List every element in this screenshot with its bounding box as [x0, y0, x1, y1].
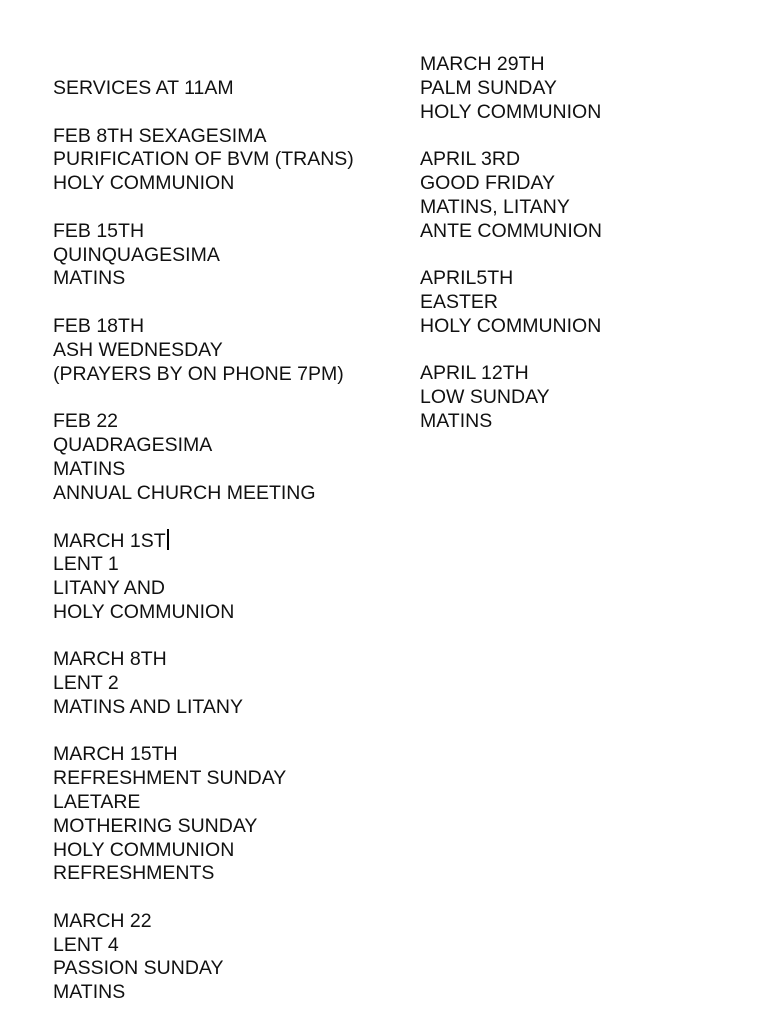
- entry-line: MATINS: [53, 267, 126, 290]
- entry-line: ANNUAL CHURCH MEETING: [53, 481, 316, 504]
- blank-line: [53, 886, 354, 910]
- entry-line: QUINQUAGESIMA: [53, 243, 220, 266]
- entry-line: MATINS: [53, 981, 126, 1004]
- services-header: SERVICES AT 11AM: [53, 77, 234, 99]
- entry-line: LENT 1: [53, 552, 119, 575]
- blank-line: [420, 339, 602, 363]
- blank-line: [53, 720, 354, 744]
- blank-line: [53, 291, 354, 315]
- entry-line: LAETARE: [53, 790, 141, 813]
- entry-line: FEB 22: [53, 410, 119, 433]
- entry-line: REFRESHMENT SUNDAY: [53, 767, 287, 790]
- right-column: [420, 53, 602, 434]
- entry-line: APRIL 3RD: [420, 148, 521, 171]
- entry-line: PALM SUNDAY: [420, 76, 557, 99]
- blank-line: [420, 124, 602, 148]
- entry-line: REFRESHMENTS: [53, 862, 215, 885]
- blank-line: [420, 243, 602, 267]
- entry-line: MARCH 15TH: [53, 743, 178, 766]
- entry-line: MATINS: [53, 457, 126, 480]
- entry-line: HOLY COMMUNION: [420, 314, 602, 337]
- entry-line: MATINS AND LITANY: [53, 695, 243, 718]
- entry-line: PURIFICATION OF BVM (TRANS): [53, 148, 354, 171]
- entry-line: MATINS, LITANY: [420, 195, 570, 218]
- entry-line: MARCH 8TH: [53, 648, 167, 671]
- entry-line: FEB 8TH SEXAGESIMA: [53, 124, 267, 147]
- entry-line: MARCH 29TH: [420, 53, 545, 75]
- entry-line: APRIL 12TH: [420, 362, 529, 385]
- entry-line: MOTHERING SUNDAY: [53, 814, 258, 837]
- entry-line-with-cursor: [53, 529, 354, 553]
- entry-line: LOW SUNDAY: [420, 386, 550, 409]
- left-column: [53, 77, 354, 1005]
- entry-line: MARCH 22: [53, 909, 152, 932]
- entry-line: GOOD FRIDAY: [420, 171, 556, 194]
- entry-line: MATINS: [420, 409, 493, 432]
- entry-line: HOLY COMMUNION: [53, 838, 235, 861]
- entry-line: HOLY COMMUNION: [53, 172, 235, 195]
- entry-line: APRIL5TH: [420, 267, 514, 290]
- entry-line: FEB 18TH: [53, 314, 145, 337]
- blank-line: [53, 101, 354, 125]
- entry-line: EASTER: [420, 290, 499, 313]
- entry-line: PASSION SUNDAY: [53, 957, 224, 980]
- entry-line: LENT 2: [53, 671, 119, 694]
- entry-line: LITANY AND: [53, 576, 165, 599]
- entry-line: (PRAYERS BY ON PHONE 7PM): [53, 362, 344, 385]
- entry-line: ASH WEDNESDAY: [53, 338, 223, 361]
- blank-line: [53, 624, 354, 648]
- blank-line: [53, 196, 354, 220]
- entry-line: HOLY COMMUNION: [420, 100, 602, 123]
- blank-line: [53, 505, 354, 529]
- text-cursor: [167, 529, 169, 550]
- entry-line: HOLY COMMUNION: [53, 600, 235, 623]
- entry-line: FEB 15TH: [53, 219, 145, 242]
- entry-line: QUADRAGESIMA: [53, 433, 213, 456]
- blank-line: [53, 386, 354, 410]
- entry-line: ANTE COMMUNION: [420, 219, 602, 242]
- entry-line-text: MARCH 1ST: [53, 530, 166, 553]
- entry-line: LENT 4: [53, 933, 119, 956]
